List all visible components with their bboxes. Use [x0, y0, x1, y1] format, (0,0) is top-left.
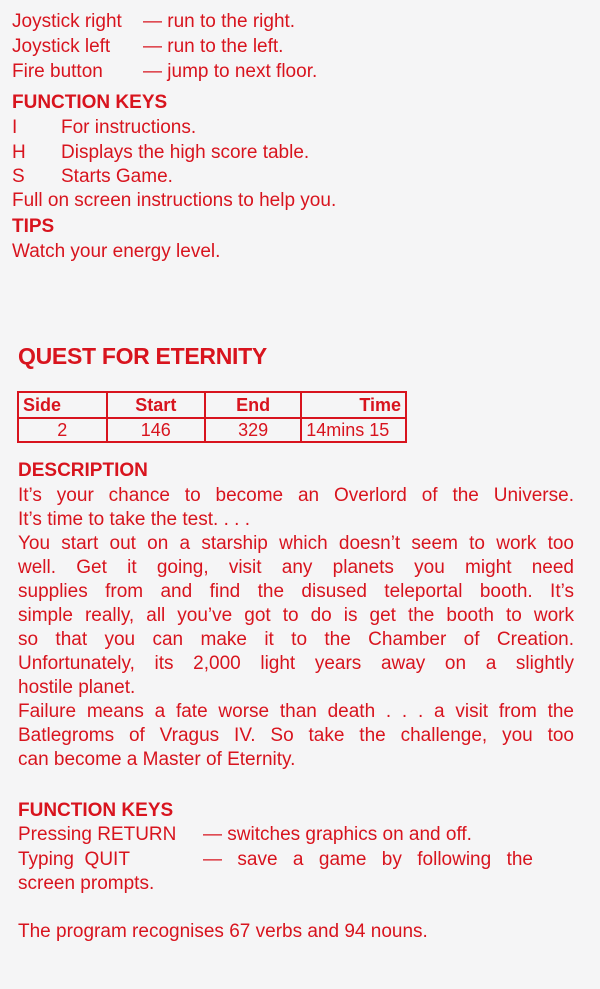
table-header-row: [18, 392, 406, 418]
function-key-action: — save a game by following the: [203, 849, 533, 870]
control-input: Joystick left: [12, 36, 111, 57]
description-line: simple really, all you’ve got to do is get the booth to work: [18, 605, 574, 626]
table-cell: 2: [18, 418, 107, 442]
tips-text: Watch your energy level.: [12, 241, 221, 262]
description-line: You start out on a starship which doesn’t seem to work too: [18, 533, 574, 554]
control-input: Fire button: [12, 61, 103, 82]
table-header: Time: [301, 392, 406, 418]
description-line: It’s your chance to become an Overlord of the Universe.: [18, 485, 574, 506]
table-row: [18, 418, 406, 442]
table-header: Start: [107, 392, 205, 418]
function-key-continuation: screen prompts.: [18, 873, 155, 894]
control-input: Joystick right: [12, 11, 122, 32]
function-key-input: Pressing RETURN: [18, 824, 177, 845]
description-line: Batlegroms of Vragus IV. So take the challenge, you too: [18, 725, 574, 746]
function-key: S: [12, 166, 25, 187]
description-line: Unfortunately, its 2,000 light years away on a slightly: [18, 653, 574, 674]
description-line: hostile planet.: [18, 677, 136, 698]
control-action: — jump to next floor.: [143, 61, 318, 82]
function-key-input: Typing QUIT: [18, 849, 130, 870]
control-action: — run to the left.: [143, 36, 284, 57]
table-header: Side: [18, 392, 107, 418]
function-key-desc: For instructions.: [61, 117, 197, 138]
function-keys-heading: FUNCTION KEYS: [12, 92, 168, 113]
footer-note: The program recognises 67 verbs and 94 nouns.: [18, 921, 428, 942]
description-heading: DESCRIPTION: [18, 460, 148, 481]
description-line: Failure means a fate worse than death . . . a visit from the: [18, 701, 574, 722]
tips-heading: TIPS: [12, 216, 55, 237]
control-action: — run to the right.: [143, 11, 296, 32]
function-key-action: — switches graphics on and off.: [203, 824, 472, 845]
table-cell: 329: [205, 418, 301, 442]
function-key-desc: Displays the high score table.: [61, 142, 310, 163]
description-line: It’s time to take the test. . . .: [18, 509, 250, 530]
function-key: I: [12, 117, 18, 138]
table-cell: 14mins 15: [301, 418, 406, 442]
description-body: [18, 484, 574, 772]
table-header: End: [205, 392, 301, 418]
table-cell: 146: [107, 418, 205, 442]
game-title: QUEST FOR ETERNITY: [18, 343, 267, 369]
function-key-desc: Starts Game.: [61, 166, 173, 187]
function-key: H: [12, 142, 26, 163]
function-keys-heading: FUNCTION KEYS: [18, 800, 174, 821]
description-line: well. Get it going, visit any planets you might need: [18, 557, 574, 578]
description-line: so that you can make it to the Chamber of Creation.: [18, 629, 574, 650]
function-keys-note: Full on screen instructions to help you.: [12, 190, 337, 211]
tape-info-table: [17, 391, 407, 443]
description-line: supplies from and find the disused teleportal booth. It’s: [18, 581, 574, 602]
description-line: can become a Master of Eternity.: [18, 749, 296, 770]
